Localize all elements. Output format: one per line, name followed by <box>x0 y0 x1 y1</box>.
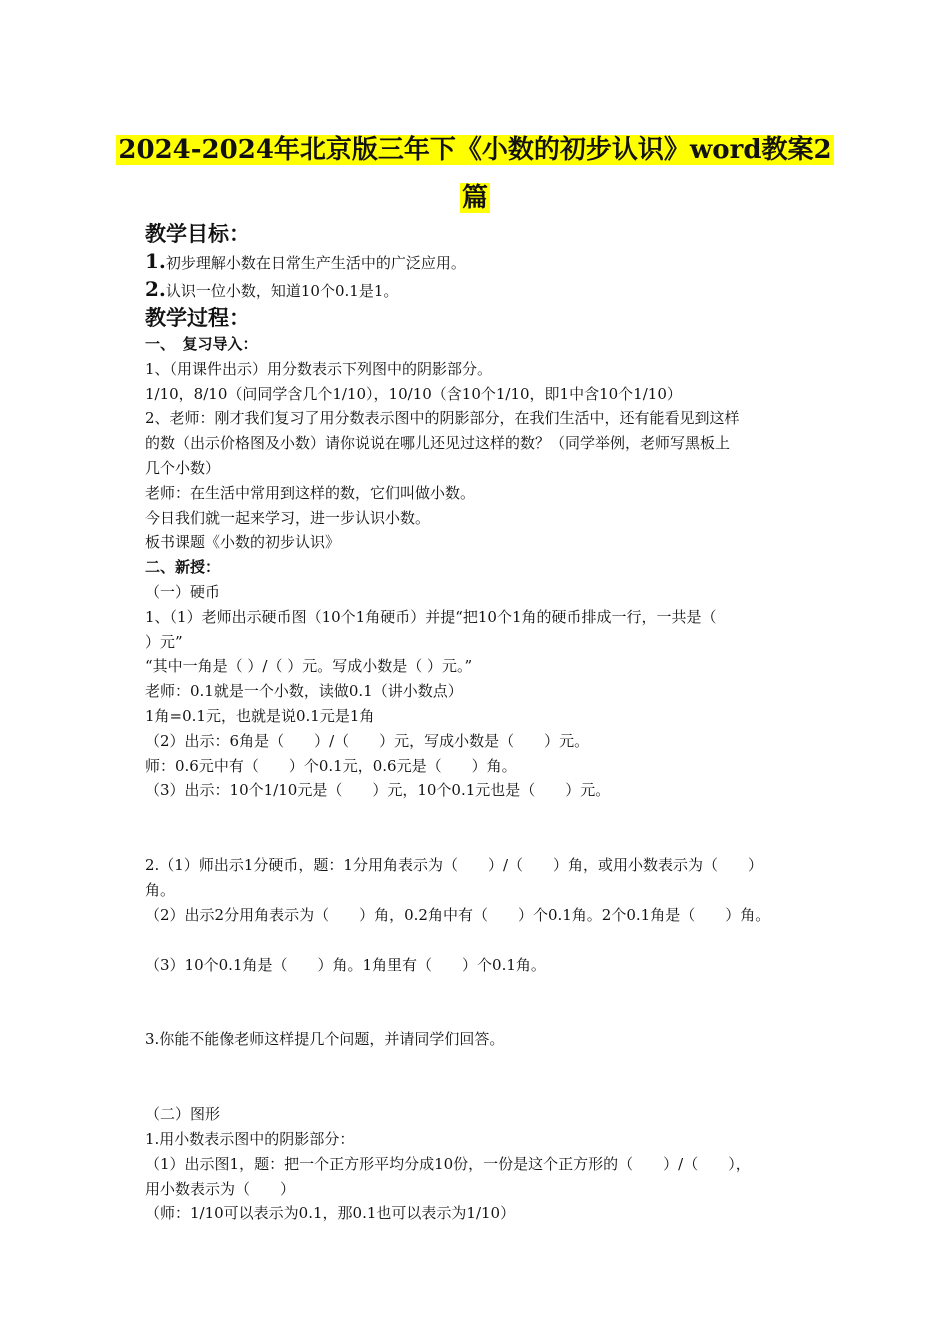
s2b-line: 2.（1）师出示1分硬币，题：1分用角表示为（ ）/（ ）角，或用小数表示为（ ） <box>145 856 763 875</box>
blank-space <box>145 977 825 1027</box>
s2-line: “其中一角是（ ）/（ ）元。写成小数是（ ）元。” <box>145 657 473 676</box>
goals-heading: 教学目标： <box>145 221 250 246</box>
s1-line: 2、老师：刚才我们复习了用分数表示图中的阴影部分，在我们生活中，还有能看见到这样 <box>145 409 740 428</box>
s2-line: 师：0.6元中有（ ）个0.1元，0.6元是（ ）角。 <box>145 756 517 775</box>
s3-line: （1）出示图1，题：把一个正方形平均分成10份，一份是这个正方形的（ ）/（ ）， <box>145 1154 751 1173</box>
s2-line: 1角=0.1元，也就是说0.1元是1角 <box>145 706 375 725</box>
s3-line: 1.用小数表示图中的阴影部分： <box>145 1129 355 1148</box>
goal-item-1: 1.初步理解小数在日常生产生活中的广泛应用。 <box>145 249 466 273</box>
s2c-line: （3）10个0.1角是（ ）角。1角里有（ ）个0.1角。 <box>145 955 546 974</box>
s2-line: （3）出示：10个1/10元是（ ）元，10个0.1元也是（ ）元。 <box>145 781 611 800</box>
s1-line: 几个小数） <box>145 458 221 477</box>
s2-line: 老师：0.1就是一个小数，读做0.1（讲小数点） <box>145 682 463 701</box>
s2-line: （2）出示：6角是（ ）/（ ）元，写成小数是（ ）元。 <box>145 731 590 750</box>
blank-space <box>145 803 825 853</box>
s1-line: 老师：在生活中常用到这样的数，它们叫做小数。 <box>145 483 476 502</box>
s1-line: 的数（出示价格图及小数）请你说说在哪儿还见过这样的数？（同学举例，老师写黑板上 <box>145 434 731 453</box>
s2-line: 1、（1）老师出示硬币图（10个1角硬币）并提“把10个1角的硬币排成一行，一共是（ <box>145 607 717 626</box>
blank-space <box>145 928 825 953</box>
document-title-line2: 篇 <box>461 183 488 213</box>
document-title-line1: 2024-2024年北京版三年下《小数的初步认识》word教案2 <box>118 135 832 165</box>
s3-line: 用小数表示为（ ） <box>145 1179 296 1198</box>
s2d-line: 3.你能不能像老师这样提几个问题，并请同学们回答。 <box>145 1030 505 1049</box>
s2-line: （一）硬币 <box>145 582 221 601</box>
s1-line: 板书课题《小数的初步认识》 <box>145 533 341 552</box>
s1-line: 1/10，8/10（问同学含几个1/10），10/10（含10个1/10，即1中含10个1/10） <box>145 384 682 403</box>
s2-line: ）元” <box>145 632 183 651</box>
section-2-heading: 二、新授： <box>145 558 221 577</box>
s1-line: 今日我们就一起来学习，进一步认识小数。 <box>145 508 431 527</box>
s3-line: （二）图形 <box>145 1105 221 1124</box>
section-1-heading: 一、 复习导入： <box>145 335 258 353</box>
s3-line: （师：1/10可以表示为0.1，那0.1也可以表示为1/10） <box>145 1204 516 1223</box>
goal-item-2: 2.认识一位小数，知道10个0.1是1。 <box>145 277 399 301</box>
s1-line: 1、（用课件出示）用分数表示下列图中的阴影部分。 <box>145 359 493 378</box>
blank-space <box>145 1052 825 1102</box>
s2b-line: （2）出示2分用角表示为（ ）角，0.2角中有（ ）个0.1角。2个0.1角是（ ）角。 <box>145 905 771 924</box>
s2b-line: 角。 <box>145 880 176 899</box>
document-body <box>145 220 825 1226</box>
process-heading: 教学过程： <box>145 305 250 330</box>
